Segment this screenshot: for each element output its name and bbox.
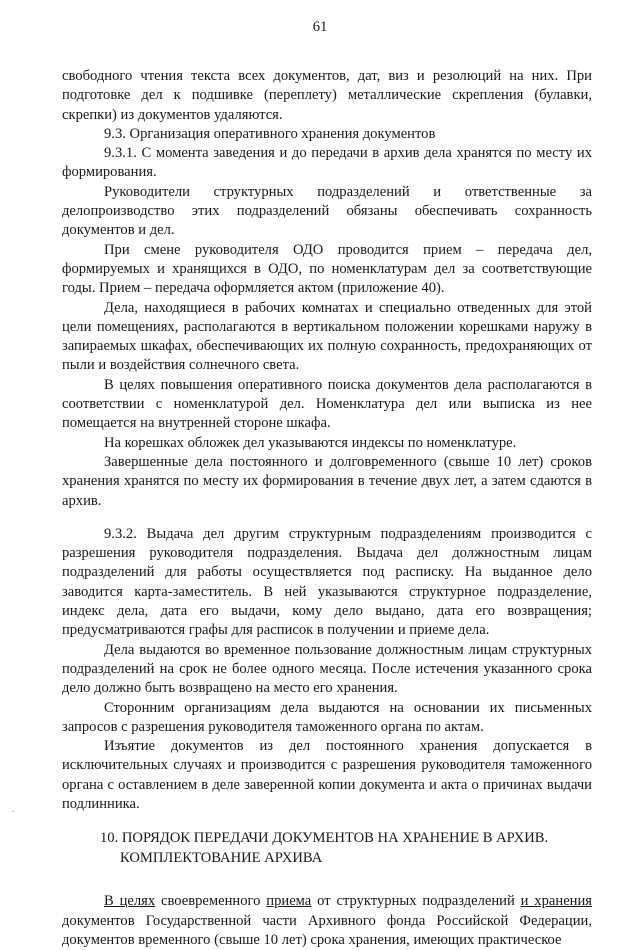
body-paragraph: Завершенные дела постоянного и долговременного (свыше 10 лет) сроков хранения хранятся по месту их формирования в течение двух лет, а затем сдаются в архив. [62,453,592,509]
underlined-text: приема [266,893,312,910]
body-paragraph: 9.3.1. С момента заведения и до передачи в архив дела хранятся по месту их формирования. [62,145,592,181]
body-paragraph: свободного чтения текста всех документов, дат, виз и резолюций на них. При подготовке дел к подшивке (переплету) металлические скрепления (булавки, скрепки) из документов удаляются. [62,68,592,123]
body-paragraph: 9.3. Организация оперативного хранения документов [104,125,436,142]
document-body [62,67,592,950]
section-heading-line2: КОМПЛЕКТОВАНИЕ АРХИВА [120,850,323,867]
body-paragraph: При смене руководителя ОДО проводится прием – передача дел, формируемых и хранящихся в ОДО, по номенклатурам дел за соответствующие годы. Прием – передача оформляется актом (приложение 40). [62,241,592,297]
section-heading-line1: 10. ПОРЯДОК ПЕРЕДАЧИ ДОКУМЕНТОВ НА ХРАНЕНИЕ В АРХИВ. [100,830,549,847]
body-paragraph: Дела, находящиеся в рабочих комнатах и специально отведенных для этой цели помещениях, располагаются в вертикальном положении корешками наружу в запираемых шкафах, обеспечивающих их полную сохранность, предохраняющих от пыли и воздействия солнечного света. [62,299,592,374]
body-paragraph: В целях повышения оперативного поиска документов дела располагаются в соответствии с номенклатурой дел. Номенклатура дел или выписка из нее помещается на внутренней стороне шкафа. [62,376,592,432]
last-paragraph [62,892,592,950]
paragraph-text: документов Государственной части Архивного фонда Российской Федерации, документов временного (свыше 10 лет) срока хранения, имеющих практическое [62,912,592,948]
page-number: 61 [312,19,328,35]
paragraph-gap [62,511,592,525]
body-paragraph: Изъятие документов из дел постоянного хранения допускается в исключительных случаях и производится с разрешения руководителя таможенного органа с оставлением в деле заверенной копии документа и акта о причинах выдачи подлинника. [62,738,592,812]
underlined-text: и хранения [520,893,592,910]
paragraph-text: своевременного [155,893,267,910]
paragraph-text: от структурных подразделений [311,893,521,910]
body-paragraph: Сторонним организациям дела выдаются на основании их письменных запросов с разрешения руководителя таможенного органа по актам. [62,699,592,735]
section-heading [100,828,580,868]
margin-mark: . [12,804,15,815]
body-paragraph: Дела выдаются во временное пользование должностным лицам структурных подразделений на срок не более одного месяца. После истечения указанного срока дело должно быть возвращено на место его хранения. [62,641,592,697]
body-paragraph: На корешках обложек дел указываются индексы по номенклатуре. [104,434,517,451]
body-paragraph: Руководители структурных подразделений и ответственные за делопроизводство этих подразделений обязаны обеспечивать сохранность документов и дел. [62,183,592,239]
body-paragraph: 9.3.2. Выдача дел другим структурным подразделениям производится с разрешения руководителя подразделения. Выдача дел должностным лицам подразделений для работы осуществляется под расписку. На выданное дело заводится карта-заместитель. В ней указываются структурное подразделение, индекс дела, дата его выдачи, кому дело выдано, дата его возвращения; предусматриваются графы для расписок в получении и приеме дела. [62,525,592,639]
underlined-text: В целях [104,893,156,910]
